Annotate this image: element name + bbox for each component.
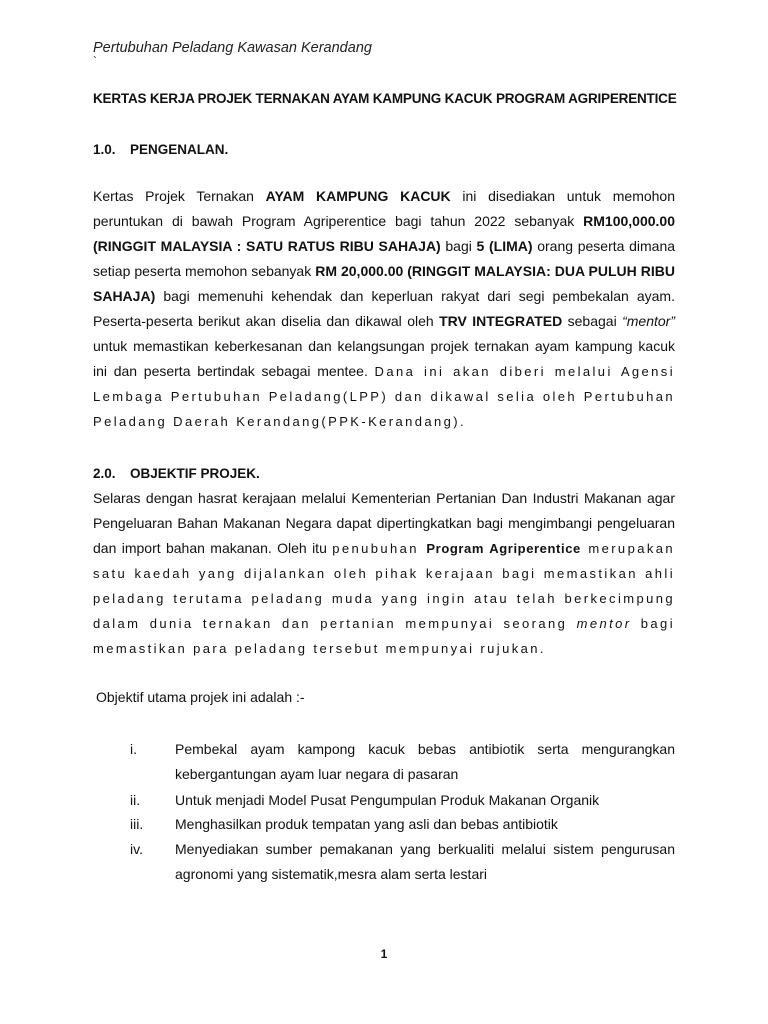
text-run: sebagai: [562, 313, 623, 329]
list-number: ii.: [130, 792, 141, 808]
text-run: ini disediakan untuk memohon peruntukan di bawah Program Agriperentice bagi tahun 2022 sebanyak: [93, 188, 676, 229]
italic-text: mentor: [576, 616, 632, 631]
list-text: Menyediakan sumber pemakanan yang berkualiti melalui sistem pengurusan agronomi yang sistematik,mesra alam serta lestari: [175, 841, 675, 882]
header-mark: `: [93, 54, 97, 68]
introduction-paragraph: [93, 184, 675, 434]
text-run: orang peserta dimana setiap peserta memohon sebanyak: [93, 238, 676, 279]
spaced-text: Dana ini akan diberi melalui Agensi Lembaga Pertubuhan Peladang(LPP) dan dikawal selia oleh Pertubuhan Peladang Daerah Kerandang(PPK-Kerandang).: [93, 364, 675, 429]
section-number: 2.0.: [93, 466, 116, 481]
bold-text: AYAM KAMPUNG KACUK: [265, 188, 451, 204]
italic-text: “mentor”: [622, 313, 675, 329]
section-title: PENGENALAN.: [130, 142, 229, 157]
bold-text: 5 (LIMA): [476, 238, 533, 254]
bold-text: RM 20,000.00 (RINGGIT MALAYSIA: DUA PULUH RIBU SAHAJA): [93, 263, 675, 304]
document-title: KERTAS KERJA PROJEK TERNAKAN AYAM KAMPUNG KACUK PROGRAM AGRIPERENTICE: [93, 91, 677, 106]
page-number: 1: [380, 947, 388, 961]
list-number: iv.: [130, 841, 143, 857]
list-text: Menghasilkan produk tempatan yang asli dan bebas antibiotik: [175, 816, 558, 832]
list-text: Pembekal ayam kampong kacuk bebas antibiotik serta mengurangkan kebergantungan ayam luar negara di pasaran: [175, 741, 675, 782]
spaced-text: merupakan satu kaedah yang dijalankan oleh pihak kerajaan bagi memastikan ahli peladang terutama peladang muda yang ingin atau telah berkecimpung dalam dunia ternakan dan pertanian mempunyai seorang: [93, 541, 675, 631]
section-title: OBJEKTIF PROJEK.: [130, 466, 260, 481]
spaced-text: bagi memastikan para peladang tersebut mempunyai rujukan.: [93, 616, 675, 656]
objectives-lead: Objektif utama projek ini adalah :-: [96, 689, 305, 705]
bold-text: RM100,000.00 (RINGGIT MALAYSIA : SATU RATUS RIBU SAHAJA): [93, 213, 675, 254]
spaced-text: penubuhan: [332, 541, 427, 556]
text-run: Selaras dengan hasrat kerajaan melalui Kementerian Pertanian Dan Industri Makanan agar Pengeluaran Bahan Makanan Negara dapat dipertingkatkan bagi mengimbangi pengeluaran dan import bahan makanan. Oleh itu: [93, 490, 675, 556]
list-number: iii.: [130, 816, 144, 832]
list-number: i.: [130, 741, 137, 757]
section-number: 1.0.: [93, 142, 116, 157]
page-header: Pertubuhan Peladang Kawasan Kerandang: [93, 40, 372, 56]
objectives-paragraph: [93, 486, 675, 661]
text-run: untuk memastikan keberkesanan dan kelangsungan projek ternakan ayam kampung kacuk ini dan peserta bertindak sebagai mentee.: [93, 338, 675, 379]
text-run: bagi memenuhi kehendak dan keperluan rakyat dari segi pembekalan ayam. Peserta-peserta berikut akan diselia dan dikawal oleh: [93, 288, 675, 329]
bold-text: Program Agriperentice: [426, 541, 581, 556]
section-heading-objectives: [93, 466, 260, 481]
text-run: bagi: [440, 238, 477, 254]
section-heading-introduction: [93, 142, 228, 157]
text-run: Kertas Projek Ternakan: [93, 188, 266, 204]
bold-text: TRV INTEGRATED: [439, 313, 563, 329]
list-text: Untuk menjadi Model Pusat Pengumpulan Produk Makanan Organik: [175, 792, 600, 808]
